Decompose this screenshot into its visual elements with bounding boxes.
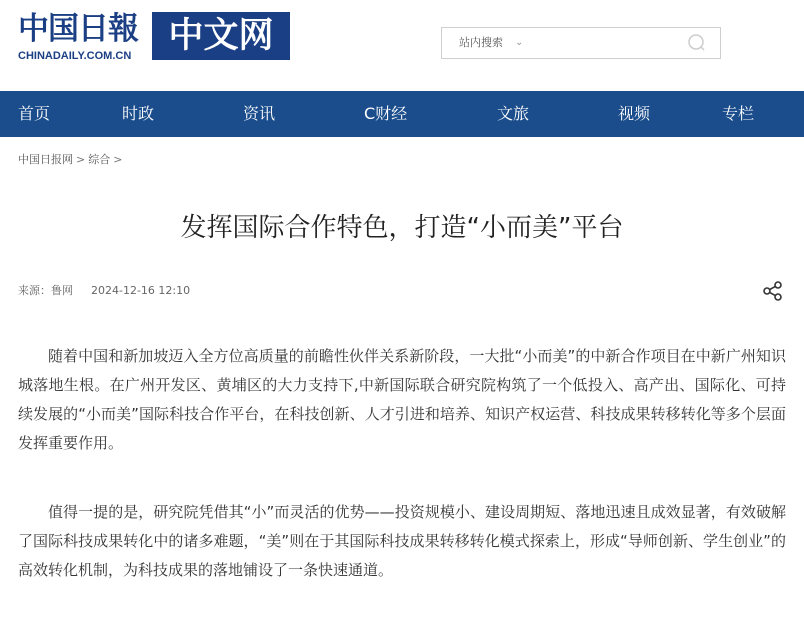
- search-input[interactable]: [532, 32, 682, 54]
- nav-item-video[interactable]: 视频: [618, 104, 651, 123]
- search-bar: [441, 27, 721, 59]
- nav-item-culture-travel[interactable]: 文旅: [497, 104, 530, 123]
- nav-item-home[interactable]: 首页: [18, 104, 51, 123]
- nav-item-column[interactable]: 专栏: [722, 104, 755, 123]
- nav-item-news[interactable]: 资讯: [243, 104, 276, 123]
- chevron-down-icon[interactable]: ⌄: [515, 37, 524, 48]
- breadcrumb-item-general[interactable]: 综合: [88, 153, 111, 166]
- article-title: 发挥国际合作特色，打造“小而美”平台: [180, 213, 624, 243]
- site-logo[interactable]: [18, 10, 290, 64]
- nav-item-politics[interactable]: 时政: [122, 104, 155, 123]
- breadcrumb: [18, 151, 125, 169]
- logo-domain-text: CHINADAILY.COM.CN: [18, 50, 132, 62]
- search-scope-select[interactable]: 站内搜索: [459, 36, 503, 49]
- site-header: [0, 0, 804, 91]
- breadcrumb-separator: >: [76, 153, 86, 166]
- breadcrumb-item-home[interactable]: 中国日报网: [18, 153, 73, 166]
- article-source: 来源：鲁网: [18, 284, 73, 297]
- logo-chinese-text: 中国日報: [18, 11, 138, 47]
- article-paragraph: 值得一提的是，研究院凭借其“小”而灵活的优势——投资规模小、建设周期短、落地迅速且成效显著，有效破解了国际科技成果转化中的诸多难题，“美”则在于其国际科技成果转移转化模式探索上，形成“导师创新、学生创业”的高效转化机制，为科技成果的落地铺设了一条快速通道。: [18, 503, 786, 579]
- search-icon[interactable]: [682, 31, 710, 55]
- logo-zhongwenwang: 中文网: [152, 12, 290, 60]
- nav-item-finance[interactable]: C财经: [364, 104, 408, 123]
- main-nav: [0, 91, 804, 137]
- article-date: 2024-12-16 12:10: [91, 284, 191, 297]
- article-meta: [18, 282, 190, 300]
- share-icon[interactable]: [762, 280, 784, 302]
- breadcrumb-separator: >: [113, 153, 123, 166]
- article-paragraph: 随着中国和新加坡迈入全方位高质量的前瞻性伙伴关系新阶段，一大批“小而美”的中新合作项目在中新广州知识城落地生根。在广州开发区、黄埔区的大力支持下,中新国际联合研究院构筑了一个低投入、高产出、国际化、可持续发展的“小而美”国际科技合作平台，在科技创新、人才引进和培养、知识产权运营、科技成果转移转化等多个层面发挥重要作用。: [18, 347, 786, 452]
